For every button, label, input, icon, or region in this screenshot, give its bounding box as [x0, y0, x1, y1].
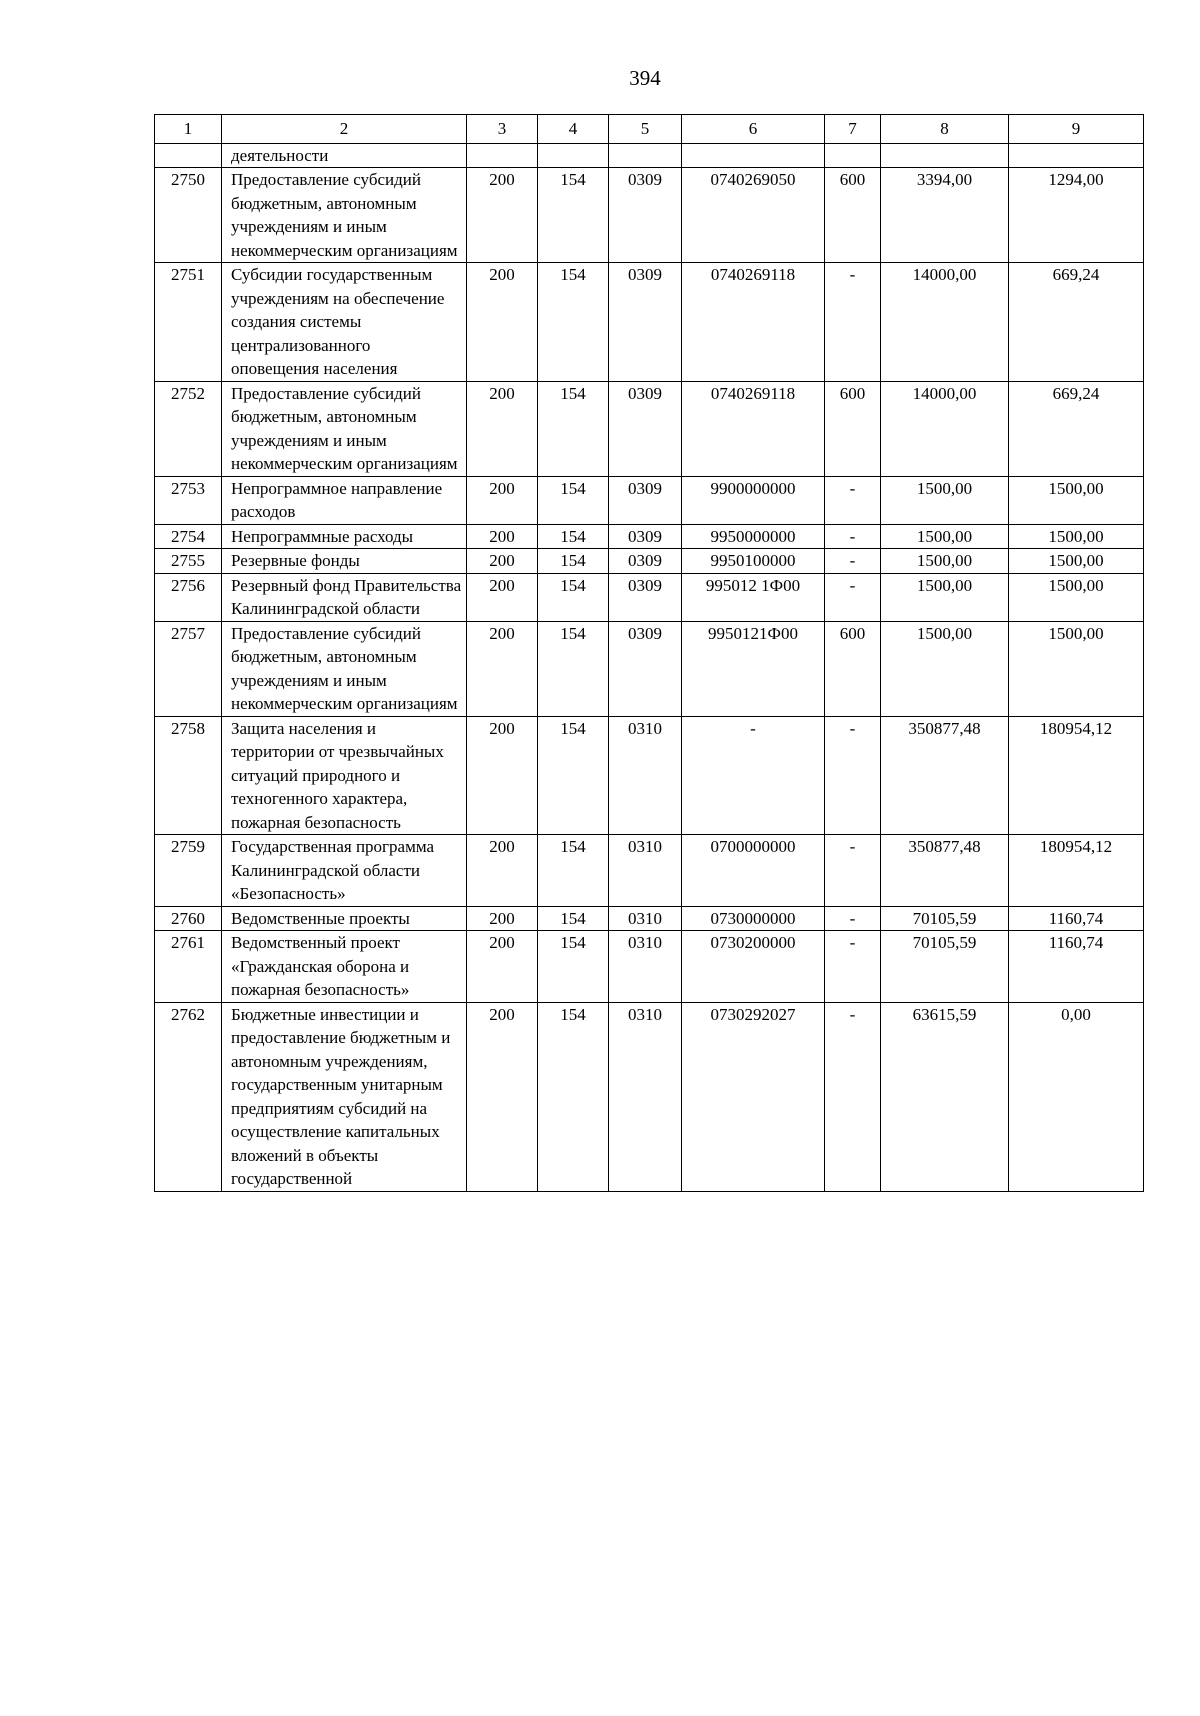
cell-col5: 0309 [609, 168, 682, 263]
cell-col8: 350877,48 [881, 835, 1009, 907]
column-header: 8 [881, 115, 1009, 144]
cell-col7: - [825, 476, 881, 524]
row-name: Предоставление субсидий бюджетным, автономным учреждениям и иным некоммерческим организациям [222, 168, 467, 263]
cell-col5: 0309 [609, 621, 682, 716]
cell-col9: 1500,00 [1009, 549, 1144, 574]
column-header: 5 [609, 115, 682, 144]
table-row [155, 835, 1144, 907]
cell-col5: 0309 [609, 476, 682, 524]
cell-col5: 0309 [609, 573, 682, 621]
header-row [155, 115, 1144, 144]
table-row [155, 168, 1144, 263]
cell-col3: 200 [467, 524, 538, 549]
table-row [155, 524, 1144, 549]
cell-col9: 1500,00 [1009, 476, 1144, 524]
cell-col6: 0730292027 [682, 1002, 825, 1191]
table-row [155, 931, 1144, 1003]
column-header: 3 [467, 115, 538, 144]
cell-col6: 0740269118 [682, 263, 825, 382]
column-header: 2 [222, 115, 467, 144]
table-row [155, 549, 1144, 574]
row-number: 2753 [155, 476, 222, 524]
row-number: 2760 [155, 906, 222, 931]
cell-col7: - [825, 549, 881, 574]
budget-table [154, 114, 1144, 1192]
cell-col5: 0309 [609, 549, 682, 574]
cell-col6: 9950000000 [682, 524, 825, 549]
row-name: Предоставление субсидий бюджетным, автономным учреждениям и иным некоммерческим организациям [222, 381, 467, 476]
cell-col3: 200 [467, 931, 538, 1003]
cell-col7: 600 [825, 621, 881, 716]
column-header: 4 [538, 115, 609, 144]
row-number: 2750 [155, 168, 222, 263]
cell-col3: 200 [467, 716, 538, 835]
cell-col5: 0310 [609, 906, 682, 931]
cell-col7: - [825, 263, 881, 382]
row-name: Защита населения и территории от чрезвычайных ситуаций природного и техногенного характера, пожарная безопасность [222, 716, 467, 835]
row-number: 2755 [155, 549, 222, 574]
cell-col5: 0310 [609, 1002, 682, 1191]
cell-col6: 9950100000 [682, 549, 825, 574]
cell-col4: 154 [538, 716, 609, 835]
table-row [155, 476, 1144, 524]
column-header: 9 [1009, 115, 1144, 144]
cell-col8: 1500,00 [881, 621, 1009, 716]
cell-col6: 995012 1Ф00 [682, 573, 825, 621]
cell-col9: 1160,74 [1009, 906, 1144, 931]
cell-col3: 200 [467, 573, 538, 621]
cell-col9: 1500,00 [1009, 573, 1144, 621]
cell-col6: 0700000000 [682, 835, 825, 907]
cell-col4: 154 [538, 906, 609, 931]
cell-col4: 154 [538, 835, 609, 907]
row-number: 2759 [155, 835, 222, 907]
cell-col8: 63615,59 [881, 1002, 1009, 1191]
cell-col3: 200 [467, 906, 538, 931]
cell-col9: 1500,00 [1009, 621, 1144, 716]
table-row [155, 1002, 1144, 1191]
cell-col8: 350877,48 [881, 716, 1009, 835]
cell-col6: 9950121Ф00 [682, 621, 825, 716]
row-number: 2757 [155, 621, 222, 716]
cell-col8: 3394,00 [881, 168, 1009, 263]
cell-col4: 154 [538, 621, 609, 716]
cell-col9: 1500,00 [1009, 524, 1144, 549]
row-number: 2761 [155, 931, 222, 1003]
row-name: Непрограммные расходы [222, 524, 467, 549]
cell-col6: - [682, 716, 825, 835]
row-name: Предоставление субсидий бюджетным, автономным учреждениям и иным некоммерческим организациям [222, 621, 467, 716]
cell-col5: 0310 [609, 835, 682, 907]
cell-col4: 154 [538, 549, 609, 574]
row-number: 2754 [155, 524, 222, 549]
row-name: Непрограммное направление расходов [222, 476, 467, 524]
cell-col5: 0309 [609, 524, 682, 549]
table-row [155, 263, 1144, 382]
cell-col4: 154 [538, 168, 609, 263]
cell-col4: 154 [538, 263, 609, 382]
cell-col3: 200 [467, 1002, 538, 1191]
row-name: Ведомственные проекты [222, 906, 467, 931]
cell-col5: 0309 [609, 381, 682, 476]
table-row [155, 381, 1144, 476]
continuation-row [155, 143, 1144, 168]
row-number: 2758 [155, 716, 222, 835]
cell-col3: 200 [467, 549, 538, 574]
cell-col6: 9900000000 [682, 476, 825, 524]
row-number: 2751 [155, 263, 222, 382]
cell-col9: 669,24 [1009, 381, 1144, 476]
column-header: 6 [682, 115, 825, 144]
table-row [155, 621, 1144, 716]
table-row [155, 906, 1144, 931]
cell-col7: - [825, 835, 881, 907]
row-name: Субсидии государственным учреждениям на обеспечение создания системы централизованного оповещения населения [222, 263, 467, 382]
cell-col4: 154 [538, 573, 609, 621]
cell-col7: - [825, 716, 881, 835]
cell-col9: 1294,00 [1009, 168, 1144, 263]
cell-col7: 600 [825, 381, 881, 476]
cell-col8: 1500,00 [881, 573, 1009, 621]
cell-col9: 180954,12 [1009, 835, 1144, 907]
cell-col3: 200 [467, 476, 538, 524]
row-name: Бюджетные инвестиции и предоставление бюджетным и автономным учреждениям, государственным унитарным предприятиям субсидий на осуществление капитальных вложений в объекты государственной [222, 1002, 467, 1191]
row-name: Резервный фонд Правительства Калининградской области [222, 573, 467, 621]
row-name: Резервные фонды [222, 549, 467, 574]
cell-col9: 1160,74 [1009, 931, 1144, 1003]
cell-col3: 200 [467, 168, 538, 263]
cell-col3: 200 [467, 621, 538, 716]
cell-col8: 70105,59 [881, 931, 1009, 1003]
column-header: 7 [825, 115, 881, 144]
cell-col6: 0730200000 [682, 931, 825, 1003]
cell-col3: 200 [467, 381, 538, 476]
row-name: Ведомственный проект «Гражданская оборона и пожарная безопасность» [222, 931, 467, 1003]
cell-col8: 1500,00 [881, 549, 1009, 574]
cell-col7: - [825, 573, 881, 621]
table-row [155, 716, 1144, 835]
cell-col4: 154 [538, 1002, 609, 1191]
cell-col4: 154 [538, 931, 609, 1003]
cell-col9: 0,00 [1009, 1002, 1144, 1191]
cell-col7: - [825, 524, 881, 549]
cell-col4: 154 [538, 476, 609, 524]
cell-col9: 180954,12 [1009, 716, 1144, 835]
cell-col7: - [825, 1002, 881, 1191]
cell-col6: 0740269050 [682, 168, 825, 263]
table-row [155, 573, 1144, 621]
row-number: 2762 [155, 1002, 222, 1191]
cell-col8: 14000,00 [881, 381, 1009, 476]
continuation-text: деятельности [222, 143, 467, 168]
cell-col7: - [825, 906, 881, 931]
cell-col5: 0310 [609, 716, 682, 835]
cell-col9: 669,24 [1009, 263, 1144, 382]
cell-col6: 0740269118 [682, 381, 825, 476]
cell-col4: 154 [538, 524, 609, 549]
cell-col7: 600 [825, 168, 881, 263]
cell-col7: - [825, 931, 881, 1003]
cell-col8: 14000,00 [881, 263, 1009, 382]
cell-col8: 1500,00 [881, 524, 1009, 549]
cell-col8: 70105,59 [881, 906, 1009, 931]
cell-col8: 1500,00 [881, 476, 1009, 524]
cell-col5: 0309 [609, 263, 682, 382]
cell-col6: 0730000000 [682, 906, 825, 931]
cell-col3: 200 [467, 263, 538, 382]
row-number: 2752 [155, 381, 222, 476]
row-name: Государственная программа Калининградской области «Безопасность» [222, 835, 467, 907]
column-header: 1 [155, 115, 222, 144]
page-number: 394 [629, 66, 661, 90]
cell-col5: 0310 [609, 931, 682, 1003]
cell-col3: 200 [467, 835, 538, 907]
table-body [155, 143, 1144, 1191]
row-number: 2756 [155, 573, 222, 621]
cell-col4: 154 [538, 381, 609, 476]
